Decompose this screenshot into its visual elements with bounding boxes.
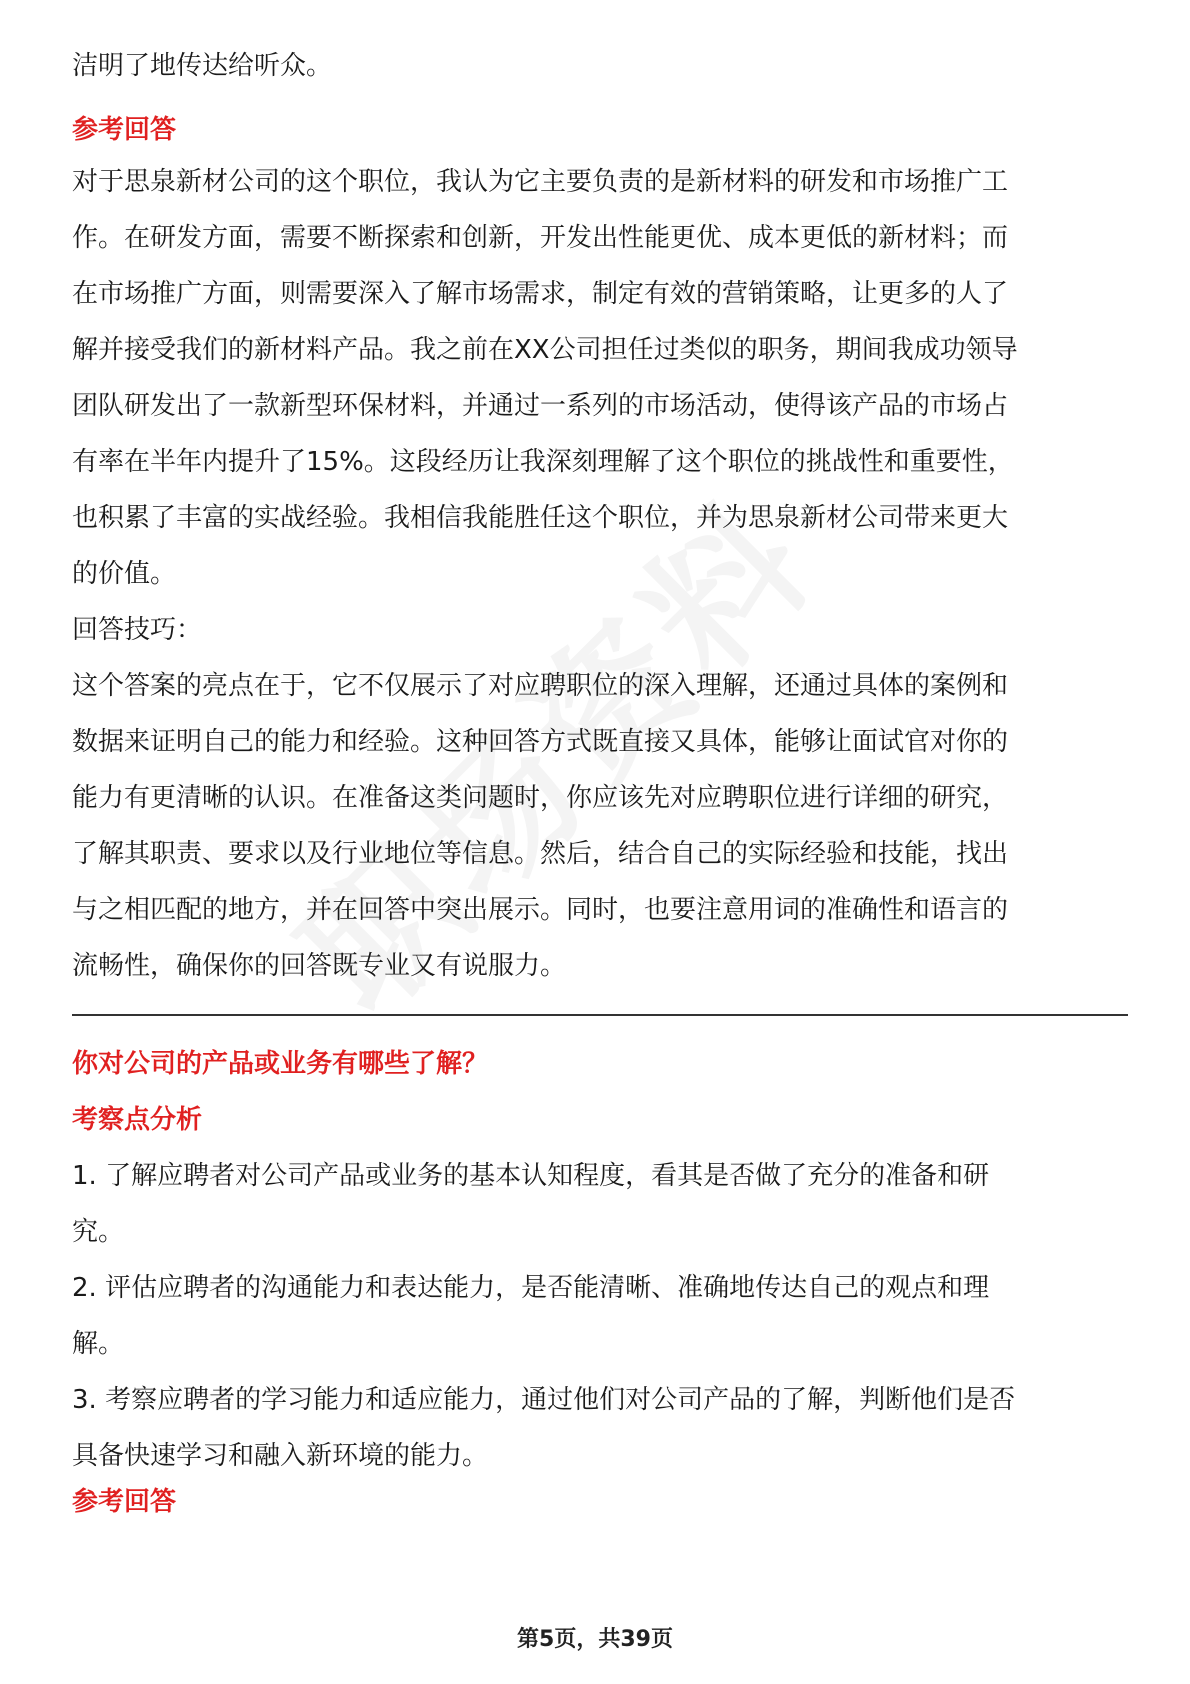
answer-line: 团队研发出了一款新型环保材料，并通过一系列的市场活动，使得该产品的市场占 (72, 391, 1009, 421)
analysis-line: 究。 (72, 1217, 125, 1247)
section-divider (72, 1014, 1128, 1016)
answer-line: 解并接受我们的新材料产品。我之前在XX公司担任过类似的职务，期间我成功领导 (72, 335, 1018, 365)
page-number: 第5页，共39页 (517, 1627, 673, 1652)
analysis-line: 2. 评估应聘者的沟通能力和表达能力，是否能清晰、准确地传达自己的观点和理 (72, 1273, 990, 1303)
question-heading: 你对公司的产品或业务有哪些了解？ (72, 1049, 489, 1079)
analysis-body (72, 1148, 1015, 1484)
tips-line: 流畅性，确保你的回答既专业又有说服力。 (72, 951, 567, 981)
answer-line: 在市场推广方面，则需要深入了解市场需求，制定有效的营销策略，让更多的人了 (72, 279, 1009, 309)
tips-line: 与之相匹配的地方，并在回答中突出展示。同时，也要注意用词的准确性和语言的 (72, 895, 1009, 925)
answer-line: 有率在半年内提升了15%。这段经历让我深刻理解了这个职位的挑战性和重要性， (72, 447, 1014, 477)
tips-heading: 回答技巧： (72, 615, 203, 645)
answer-heading-2: 参考回答 (72, 1487, 177, 1517)
analysis-line: 1. 了解应聘者对公司产品或业务的基本认知程度，看其是否做了充分的准备和研 (72, 1161, 990, 1191)
analysis-line: 解。 (72, 1329, 125, 1359)
tips-line: 能力有更清晰的认识。在准备这类问题时，你应该先对应聘职位进行详细的研究， (72, 783, 1009, 813)
answer-line: 对于思泉新材公司的这个职位，我认为它主要负责的是新材料的研发和市场推广工 (72, 167, 1009, 197)
answer-body (72, 154, 1018, 994)
tips-line: 数据来证明自己的能力和经验。这种回答方式既直接又具体，能够让面试官对你的 (72, 727, 1009, 757)
analysis-line: 具备快速学习和融入新环境的能力。 (72, 1441, 489, 1471)
analysis-line: 3. 考察应聘者的学习能力和适应能力，通过他们对公司产品的了解，判断他们是否 (72, 1385, 1016, 1415)
tips-line: 这个答案的亮点在于，它不仅展示了对应聘职位的深入理解，还通过具体的案例和 (72, 671, 1009, 701)
answer-line: 的价值。 (72, 559, 177, 589)
analysis-heading: 考察点分析 (72, 1105, 203, 1135)
answer-line: 作。在研发方面，需要不断探索和创新，开发出性能更优、成本更低的新材料；而 (72, 223, 1009, 253)
tips-line: 了解其职责、要求以及行业地位等信息。然后，结合自己的实际经验和技能，找出 (72, 839, 1009, 869)
answer-line: 也积累了丰富的实战经验。我相信我能胜任这个职位，并为思泉新材公司带来更大 (72, 503, 1009, 533)
continuation-text: 洁明了地传达给听众。 (72, 51, 333, 81)
answer-heading: 参考回答 (72, 115, 177, 145)
